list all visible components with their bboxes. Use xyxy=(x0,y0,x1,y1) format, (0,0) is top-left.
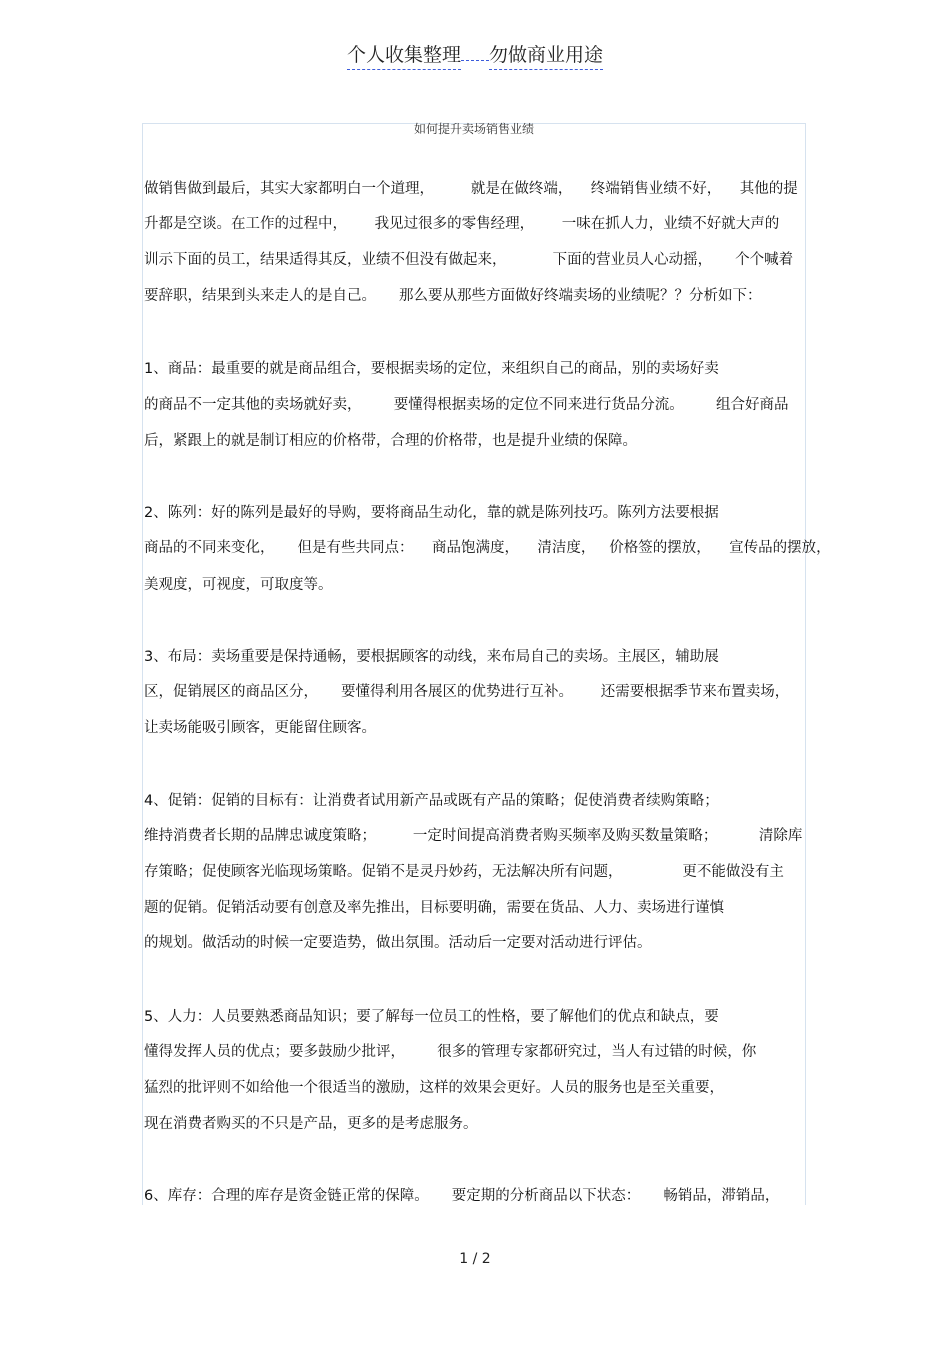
text-line: 训示下面的员工，结果适得其反，业绩不但没有做起来， 下面的营业员人心动摇， 个个喊着 xyxy=(144,252,794,268)
text-line: 后，紧跟上的就是制订相应的价格带，合理的价格带，也是提升业绩的保障。 xyxy=(144,433,637,449)
text-line: 做销售做到最后，其实大家都明白一个道理， 就是在做终端， 终端销售业绩不好， 其他的提 xyxy=(144,181,798,197)
text-line: 4、促销：促销的目标有：让消费者试用新产品或既有产品的策略；促使消费者续购策略； xyxy=(144,793,719,809)
page-number: 1 / 2 xyxy=(459,1251,491,1267)
text-line: 6、库存：合理的库存是资金链正常的保障。 要定期的分析商品以下状态： 畅销品，滞销品， xyxy=(144,1188,780,1204)
header-left: 个人收集整理 xyxy=(347,40,461,70)
text-line: 1、商品：最重要的就是商品组合，要根据卖场的定位，来组织自己的商品，别的卖场好卖 xyxy=(144,361,719,377)
text-line: 要辞职，结果到头来走人的是自己。 那么要从那些方面做好终端卖场的业绩呢？？分析如下： xyxy=(144,288,762,304)
text-line: 让卖场能吸引顾客，更能留住顾客。 xyxy=(144,720,376,736)
text-line: 商品的不同来变化， 但是有些共同点： 商品饱满度， 清洁度， 价格签的摆放， 宣传品的摆放， xyxy=(144,540,831,556)
text-line: 升都是空谈。在工作的过程中， 我见过很多的零售经理， 一味在抓人力，业绩不好就大声的 xyxy=(144,216,780,232)
text-line: 猛烈的批评则不如给他一个很适当的激励，这样的效果会更好。人员的服务也是至关重要， xyxy=(144,1080,724,1096)
document-title: 如何提升卖场销售业绩 xyxy=(413,122,534,136)
text-line: 维持消费者长期的品牌忠诚度策略； 一定时间提高消费者购买频率及购买数量策略； 清除库 xyxy=(144,828,803,844)
text-line: 题的促销。促销活动要有创意及率先推出，目标要明确，需要在货品、人力、卖场进行谨慎 xyxy=(144,900,724,916)
text-line: 的商品不一定其他的卖场就好卖， 要懂得根据卖场的定位不同来进行货品分流。 组合好商品 xyxy=(144,397,789,413)
page-header xyxy=(0,40,950,70)
header-right: 勿做商业用途 xyxy=(489,40,603,70)
text-line: 2、陈列：好的陈列是最好的导购，要将商品生动化，靠的就是陈列技巧。陈列方法要根据 xyxy=(144,505,719,521)
header-divider xyxy=(461,58,489,61)
text-line: 懂得发挥人员的优点；要多鼓励少批评， 很多的管理专家都研究过，当人有过错的时候，你 xyxy=(144,1044,757,1060)
text-line: 5、人力：人员要熟悉商品知识；要了解每一位员工的性格，要了解他们的优点和缺点，要 xyxy=(144,1009,719,1025)
text-line: 存策略；促使顾客光临现场策略。促销不是灵丹妙药，无法解决所有问题， 更不能做没有主 xyxy=(144,864,784,880)
text-line: 美观度，可视度，可取度等。 xyxy=(144,577,333,593)
text-line: 现在消费者购买的不只是产品，更多的是考虑服务。 xyxy=(144,1116,478,1132)
text-line: 的规划。做活动的时候一定要造势，做出氛围。活动后一定要对活动进行评估。 xyxy=(144,935,652,951)
text-line: 3、布局：卖场重要是保持通畅，要根据顾客的动线，来布局自己的卖场。主展区，辅助展 xyxy=(144,649,719,665)
text-line: 区，促销展区的商品区分， 要懂得利用各展区的优势进行互补。 还需要根据季节来布置卖场， xyxy=(144,684,790,700)
